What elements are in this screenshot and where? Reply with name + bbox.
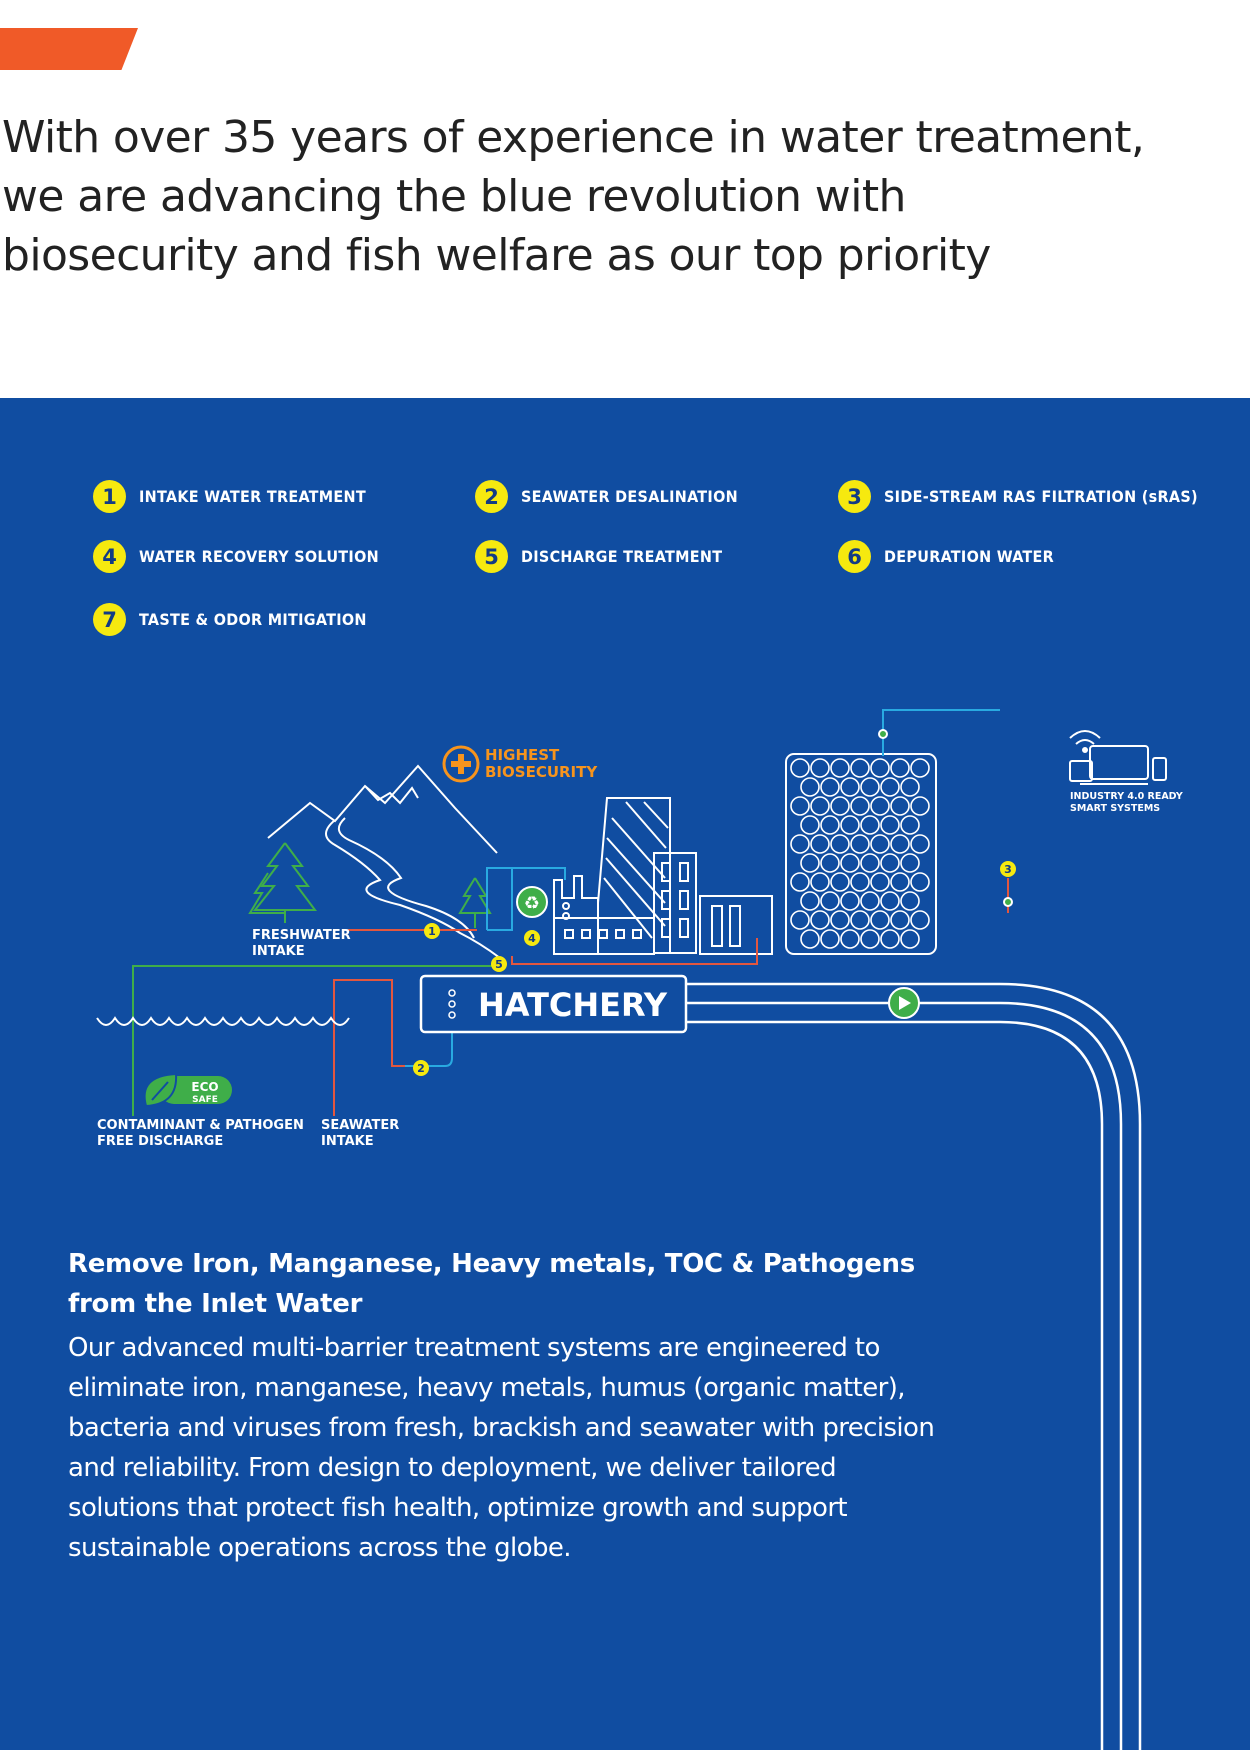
feature-copy xyxy=(68,1244,1008,1568)
filter-cell xyxy=(901,854,919,872)
marker-1 xyxy=(424,923,440,939)
treatment-plant-icon xyxy=(554,798,772,954)
filter-cell xyxy=(911,835,929,853)
ras-filter-icon xyxy=(786,754,936,954)
filter-cell xyxy=(901,892,919,910)
filter-cell xyxy=(841,854,859,872)
marker-number: 3 xyxy=(1004,863,1012,876)
filter-cell xyxy=(871,835,889,853)
desalination-pipe xyxy=(405,1028,452,1066)
legend-label: INTAKE WATER TREATMENT xyxy=(139,487,367,506)
discharge-return-pipe xyxy=(512,938,757,964)
discharge-label: FREE DISCHARGE xyxy=(97,1134,224,1149)
discharge-label: CONTAMINANT & PATHOGEN xyxy=(97,1118,304,1133)
legend-label: TASTE & ODOR MITIGATION xyxy=(139,610,367,629)
filter-cell xyxy=(831,759,849,777)
headline-line: we are advancing the blue revolution with xyxy=(2,171,906,222)
headline-line: With over 35 years of experience in water treatment, xyxy=(2,112,1145,163)
marker-number: 4 xyxy=(528,932,536,945)
filter-cell xyxy=(911,759,929,777)
filter-cell xyxy=(891,835,909,853)
sras-loop-pipe xyxy=(879,710,1012,913)
biosecurity-label: BIOSECURITY xyxy=(485,763,598,781)
filter-cell xyxy=(791,759,809,777)
filter-cell xyxy=(891,911,909,929)
water-waves xyxy=(97,1018,349,1025)
legend-number: 3 xyxy=(838,480,871,513)
filter-cell xyxy=(841,892,859,910)
marker-5 xyxy=(491,956,507,972)
filter-cell xyxy=(791,911,809,929)
filter-cell xyxy=(821,816,839,834)
filter-cell xyxy=(801,778,819,796)
filter-cell xyxy=(811,759,829,777)
marker-2 xyxy=(413,1060,429,1076)
industry-label: SMART SYSTEMS xyxy=(1070,803,1161,814)
filter-cell xyxy=(851,759,869,777)
filter-cell xyxy=(891,759,909,777)
freshwater-intake-label: INTAKE xyxy=(252,944,305,959)
biosecurity-label: HIGHEST xyxy=(485,746,560,764)
filter-cell xyxy=(911,911,929,929)
filter-cell xyxy=(811,797,829,815)
eco-safe-label: ECO xyxy=(191,1080,219,1094)
body-line: and reliability. From design to deployment, we deliver tailored xyxy=(68,1453,836,1483)
filter-cell xyxy=(801,816,819,834)
filter-cell xyxy=(811,911,829,929)
filter-cell xyxy=(821,892,839,910)
filter-cell xyxy=(821,778,839,796)
filter-cell xyxy=(801,892,819,910)
legend-number: 7 xyxy=(93,603,126,636)
filter-cell xyxy=(831,797,849,815)
seawater-intake-label: SEAWATER xyxy=(321,1118,400,1133)
body-line: sustainable operations across the globe. xyxy=(68,1533,571,1563)
section-title-line: Remove Iron, Manganese, Heavy metals, TOC & Pathogens xyxy=(68,1249,915,1279)
filter-cell xyxy=(881,892,899,910)
filter-cell xyxy=(791,873,809,891)
filter-cell xyxy=(851,797,869,815)
filter-cell xyxy=(901,778,919,796)
legend-number: 1 xyxy=(93,480,126,513)
legend-label: SIDE-STREAM RAS FILTRATION (sRAS) xyxy=(884,487,1198,506)
filter-cell xyxy=(801,930,819,948)
legend-label: DEPURATION WATER xyxy=(884,547,1055,566)
legend-label: SEAWATER DESALINATION xyxy=(521,487,738,506)
filter-cell xyxy=(841,930,859,948)
filter-cell xyxy=(881,816,899,834)
filter-cell xyxy=(861,816,879,834)
marker-4 xyxy=(524,930,540,946)
legend-number: 6 xyxy=(838,540,871,573)
legend-label: WATER RECOVERY SOLUTION xyxy=(139,547,379,566)
filter-cell xyxy=(811,835,829,853)
filter-cell xyxy=(881,854,899,872)
body-line: solutions that protect fish health, optimize growth and support xyxy=(68,1493,848,1523)
filter-cell xyxy=(851,873,869,891)
filter-cell xyxy=(891,873,909,891)
headline xyxy=(2,108,1152,285)
filter-cell xyxy=(861,778,879,796)
body-line: Our advanced multi-barrier treatment systems are engineered to xyxy=(68,1333,880,1363)
filter-cell xyxy=(881,778,899,796)
filter-cell xyxy=(911,797,929,815)
legend-label: DISCHARGE TREATMENT xyxy=(521,547,723,566)
marker-3 xyxy=(1000,861,1016,877)
filter-cell xyxy=(871,759,889,777)
body-line: bacteria and viruses from fresh, brackish and seawater with precision xyxy=(68,1413,935,1443)
legend-number: 4 xyxy=(93,540,126,573)
filter-cell xyxy=(791,797,809,815)
filter-cell xyxy=(911,873,929,891)
marker-number: 5 xyxy=(495,958,503,971)
svg-text:♻: ♻ xyxy=(523,893,541,914)
filter-cell xyxy=(851,835,869,853)
filter-cell xyxy=(821,854,839,872)
filter-cell xyxy=(801,854,819,872)
freshwater-intake-label: FRESHWATER xyxy=(252,928,351,943)
filter-cell xyxy=(851,911,869,929)
filter-cell xyxy=(861,930,879,948)
marker-number: 1 xyxy=(428,925,436,938)
filter-cell xyxy=(841,816,859,834)
filter-cell xyxy=(901,816,919,834)
smart-devices-icon xyxy=(1070,731,1166,784)
legend-number: 5 xyxy=(475,540,508,573)
marker-number: 2 xyxy=(417,1062,425,1075)
play-icon xyxy=(889,988,919,1018)
filter-cell xyxy=(881,930,899,948)
filter-cell xyxy=(791,835,809,853)
legend-number: 2 xyxy=(475,480,508,513)
section-title xyxy=(68,1244,1008,1324)
industry-label: INDUSTRY 4.0 READY xyxy=(1070,791,1183,802)
section-title-line: from the Inlet Water xyxy=(68,1289,363,1319)
filter-cell xyxy=(831,873,849,891)
hatchery-label: HATCHERY xyxy=(478,986,668,1024)
filter-cell xyxy=(841,778,859,796)
filter-cell xyxy=(871,911,889,929)
filter-cell xyxy=(821,930,839,948)
plus-icon xyxy=(444,747,478,781)
section-body xyxy=(68,1328,1008,1568)
seawater-intake-label: INTAKE xyxy=(321,1134,374,1149)
filter-cell xyxy=(871,797,889,815)
recycle-icon xyxy=(517,887,547,917)
seawater-pipe xyxy=(334,980,405,1116)
eco-safe-badge xyxy=(145,1074,232,1106)
filter-cell xyxy=(831,911,849,929)
filter-cell xyxy=(831,835,849,853)
filter-cell xyxy=(861,854,879,872)
accent-bar xyxy=(0,28,138,70)
filter-cell xyxy=(861,892,879,910)
filter-cell xyxy=(871,873,889,891)
eco-safe-label: SAFE xyxy=(192,1095,218,1105)
filter-cell xyxy=(811,873,829,891)
infographic-panel xyxy=(0,398,1250,1750)
headline-line: biosecurity and fish welfare as our top priority xyxy=(2,230,991,281)
filter-cell xyxy=(901,930,919,948)
body-line: eliminate iron, manganese, heavy metals, humus (organic matter), xyxy=(68,1373,905,1403)
filter-cell xyxy=(891,797,909,815)
